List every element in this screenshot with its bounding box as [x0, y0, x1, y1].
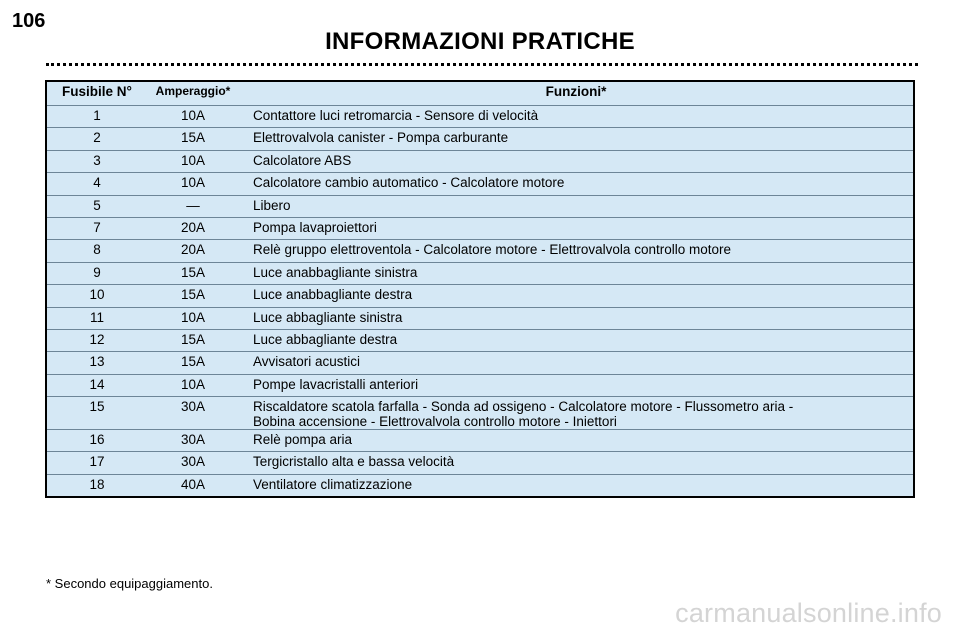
fuse-number-cell: 17 — [46, 452, 147, 474]
function-cell — [239, 173, 914, 195]
function-cell — [239, 474, 914, 497]
fuse-number-cell: 2 — [46, 128, 147, 150]
function-cell — [239, 430, 914, 452]
amperage-cell: 20A — [147, 240, 239, 262]
fuse-number-cell: 18 — [89, 476, 105, 492]
function-text-line2: Bobina accensione - Elettrovalvola controllo motore - Iniettori — [253, 414, 617, 430]
function-text: Tergicristallo alta e bassa velocità — [253, 454, 455, 470]
function-text: Calcolatore cambio automatico - Calcolatore motore — [253, 175, 565, 191]
function-text: Riscaldatore scatola farfalla - Sonda ad ossigeno - Calcolatore motore - Flussometro aria - — [253, 399, 794, 415]
function-text: Elettrovalvola canister - Pompa carburante — [253, 130, 509, 146]
table-row — [46, 217, 914, 239]
fuse-number-cell: 15 — [46, 397, 147, 430]
function-cell — [239, 352, 914, 374]
watermark: carmanualsonline.info — [675, 598, 942, 628]
amperage-cell: 40A — [180, 476, 206, 492]
table-row — [46, 452, 914, 474]
table-row — [46, 474, 914, 497]
function-text: Luce anabbagliante destra — [253, 287, 413, 303]
table-row — [46, 262, 914, 284]
function-text: Pompe lavacristalli anteriori — [253, 376, 419, 392]
table-row — [46, 430, 914, 452]
table-row — [46, 106, 914, 128]
function-cell — [239, 307, 914, 329]
amperage-cell: — — [147, 195, 239, 217]
fuse-table — [45, 80, 915, 498]
fuse-number-cell: 8 — [46, 240, 147, 262]
fuse-number-cell: 11 — [46, 307, 147, 329]
amperage-cell: 10A — [147, 307, 239, 329]
table-row — [46, 128, 914, 150]
function-cell — [239, 285, 914, 307]
function-cell — [239, 374, 914, 396]
amperage-cell: 15A — [147, 285, 239, 307]
fuse-number-cell: 10 — [46, 285, 147, 307]
table-row — [46, 374, 914, 396]
dotted-divider — [46, 63, 918, 66]
amperage-cell: 15A — [147, 128, 239, 150]
table-row — [46, 173, 914, 195]
fuse-number-cell: 9 — [46, 262, 147, 284]
fuse-number-cell: 12 — [46, 329, 147, 351]
fuse-number-cell: 7 — [46, 217, 147, 239]
function-text: Relè pompa aria — [253, 432, 353, 448]
function-cell — [239, 217, 914, 239]
fuse-number-cell: 14 — [46, 374, 147, 396]
amperage-cell: 15A — [147, 262, 239, 284]
fuse-number-cell: 3 — [46, 150, 147, 172]
function-text: Ventilatore climatizzazione — [253, 476, 413, 492]
footnote: * Secondo equipaggiamento. — [46, 576, 213, 591]
amperage-cell: 20A — [147, 217, 239, 239]
amperage-cell: 15A — [147, 329, 239, 351]
amperage-cell: 30A — [147, 452, 239, 474]
amperage-cell: 10A — [147, 150, 239, 172]
header-functions: Funzioni* — [239, 81, 914, 106]
fuse-number-cell: 5 — [46, 195, 147, 217]
function-text: Luce abbagliante destra — [253, 331, 398, 347]
table-row — [46, 195, 914, 217]
function-cell — [239, 397, 914, 430]
page-number: 106 — [12, 10, 46, 32]
function-cell — [239, 106, 914, 128]
fuse-number-cell: 13 — [46, 352, 147, 374]
function-cell — [239, 262, 914, 284]
amperage-cell: 10A — [147, 374, 239, 396]
function-text: Calcolatore ABS — [253, 152, 352, 168]
function-cell — [239, 329, 914, 351]
function-cell — [239, 195, 914, 217]
function-cell — [239, 240, 914, 262]
function-text: Luce anabbagliante sinistra — [253, 264, 418, 280]
function-cell — [239, 128, 914, 150]
amperage-cell: 10A — [147, 106, 239, 128]
table-row — [46, 150, 914, 172]
header-fuse-number: Fusibile N° — [46, 81, 147, 106]
table-row — [46, 329, 914, 351]
amperage-cell: 10A — [147, 173, 239, 195]
table-row — [46, 397, 914, 430]
function-cell — [239, 150, 914, 172]
fuse-number-cell: 4 — [46, 173, 147, 195]
fuse-table-body — [46, 106, 914, 498]
amperage-cell: 15A — [147, 352, 239, 374]
table-row — [46, 352, 914, 374]
fuse-number-cell: 16 — [46, 430, 147, 452]
function-text: Avvisatori acustici — [253, 354, 361, 370]
function-text: Libero — [253, 197, 291, 213]
table-row — [46, 240, 914, 262]
fuse-number-cell: 1 — [46, 106, 147, 128]
page-title: INFORMAZIONI PRATICHE — [325, 28, 635, 55]
function-text: Relè gruppo elettroventola - Calcolatore motore - Elettrovalvola controllo motore — [253, 242, 731, 258]
table-header-row — [46, 81, 914, 106]
amperage-cell: 30A — [147, 397, 239, 430]
table-row — [46, 285, 914, 307]
table-row — [46, 307, 914, 329]
function-text: Pompa lavaproiettori — [253, 219, 377, 235]
function-text: Contattore luci retromarcia - Sensore di velocità — [253, 108, 539, 123]
function-text: Luce abbagliante sinistra — [253, 309, 403, 325]
function-cell — [239, 452, 914, 474]
header-amperage: Amperaggio* — [147, 81, 239, 106]
amperage-cell: 30A — [147, 430, 239, 452]
